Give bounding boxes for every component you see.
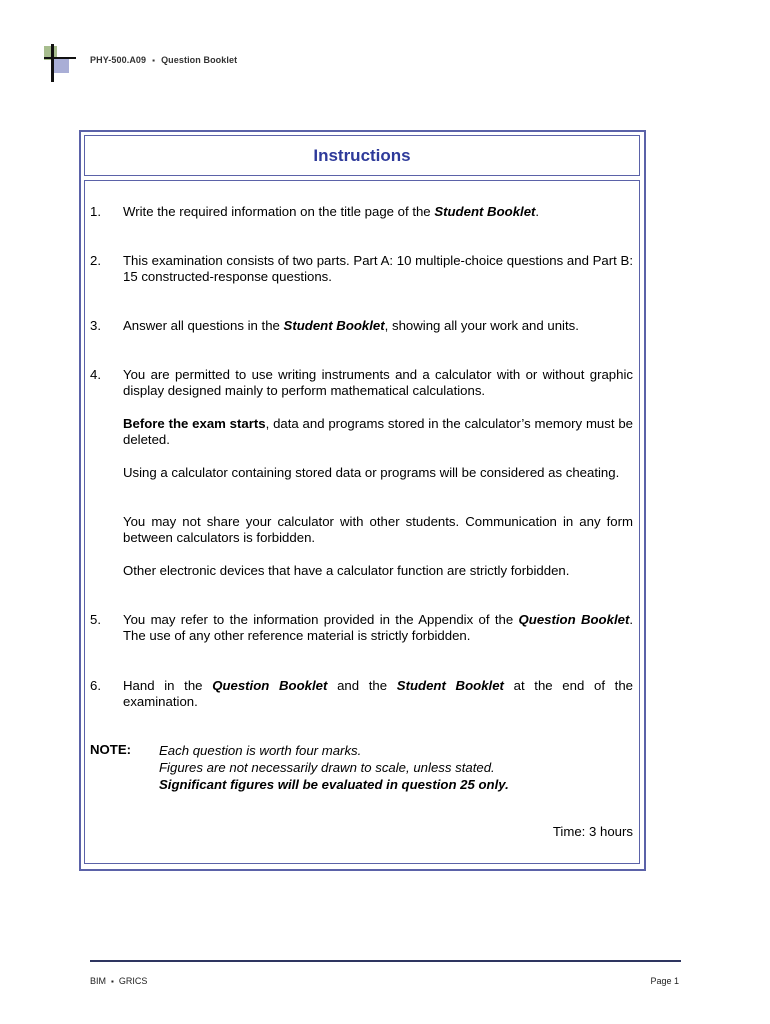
publisher-logo <box>44 44 78 82</box>
booklet-name: Question Booklet <box>161 55 238 65</box>
calculator-sharing-rule: You may not share your calculator with other students. Communication in any form between calculators is forbidden. <box>123 514 633 545</box>
page-number: Page 1 <box>650 976 679 986</box>
instructions-title: Instructions <box>313 146 411 165</box>
logo-horizontal-bar <box>44 57 76 59</box>
item-number: 6. <box>90 678 101 693</box>
instruction-item-4: You are permitted to use writing instruments and a calculator with or without graphic display designed mainly to perform mathematical calculations. <box>123 367 633 398</box>
exam-duration: Time: 3 hours <box>552 824 633 839</box>
footer-publisher: BIM ▪ GRICS <box>90 976 148 986</box>
note-line-marks: Each question is worth four marks. <box>159 743 362 758</box>
header-separator: ▪ <box>152 56 156 65</box>
page-header <box>90 55 237 65</box>
note-text <box>159 742 509 793</box>
item-number: 1. <box>90 204 101 219</box>
instruction-item-5: You may refer to the information provided in the Appendix of the Question Booklet. The use of any other reference material is strictly forbidden. <box>123 612 634 643</box>
item-number: 3. <box>90 318 101 333</box>
item-number: 2. <box>90 253 101 268</box>
exam-code: PHY-500.A09 <box>90 55 147 65</box>
instruction-item-1: Write the required information on the title page of the Student Booklet. <box>123 204 540 219</box>
calculator-cheating-rule: Using a calculator containing stored data or programs will be considered as cheating. <box>123 465 620 480</box>
note-label: NOTE: <box>90 742 132 757</box>
note-line-sig-figs: Significant figures will be evaluated in question 25 only. <box>159 777 509 792</box>
item-number: 5. <box>90 612 101 627</box>
footer-rule <box>90 960 681 962</box>
calculator-memory-rule: Before the exam starts, data and programs stored in the calculator’s memory must be deleted. <box>123 416 633 447</box>
electronic-devices-rule: Other electronic devices that have a calculator function are strictly forbidden. <box>123 563 570 578</box>
instruction-item-2: This examination consists of two parts. Part A: 10 multiple-choice questions and Part B: 15 constructed-response questions. <box>123 253 633 284</box>
instruction-item-6: Hand in the Question Booklet and the Student Booklet at the end of the examination. <box>123 678 634 709</box>
logo-blue-square <box>54 58 69 73</box>
instruction-item-3: Answer all questions in the Student Booklet, showing all your work and units. <box>123 318 579 333</box>
note-line-scale: Figures are not necessarily drawn to scale, unless stated. <box>159 760 495 775</box>
title-box <box>84 135 640 176</box>
logo-vertical-bar <box>51 44 54 82</box>
item-number: 4. <box>90 367 101 382</box>
